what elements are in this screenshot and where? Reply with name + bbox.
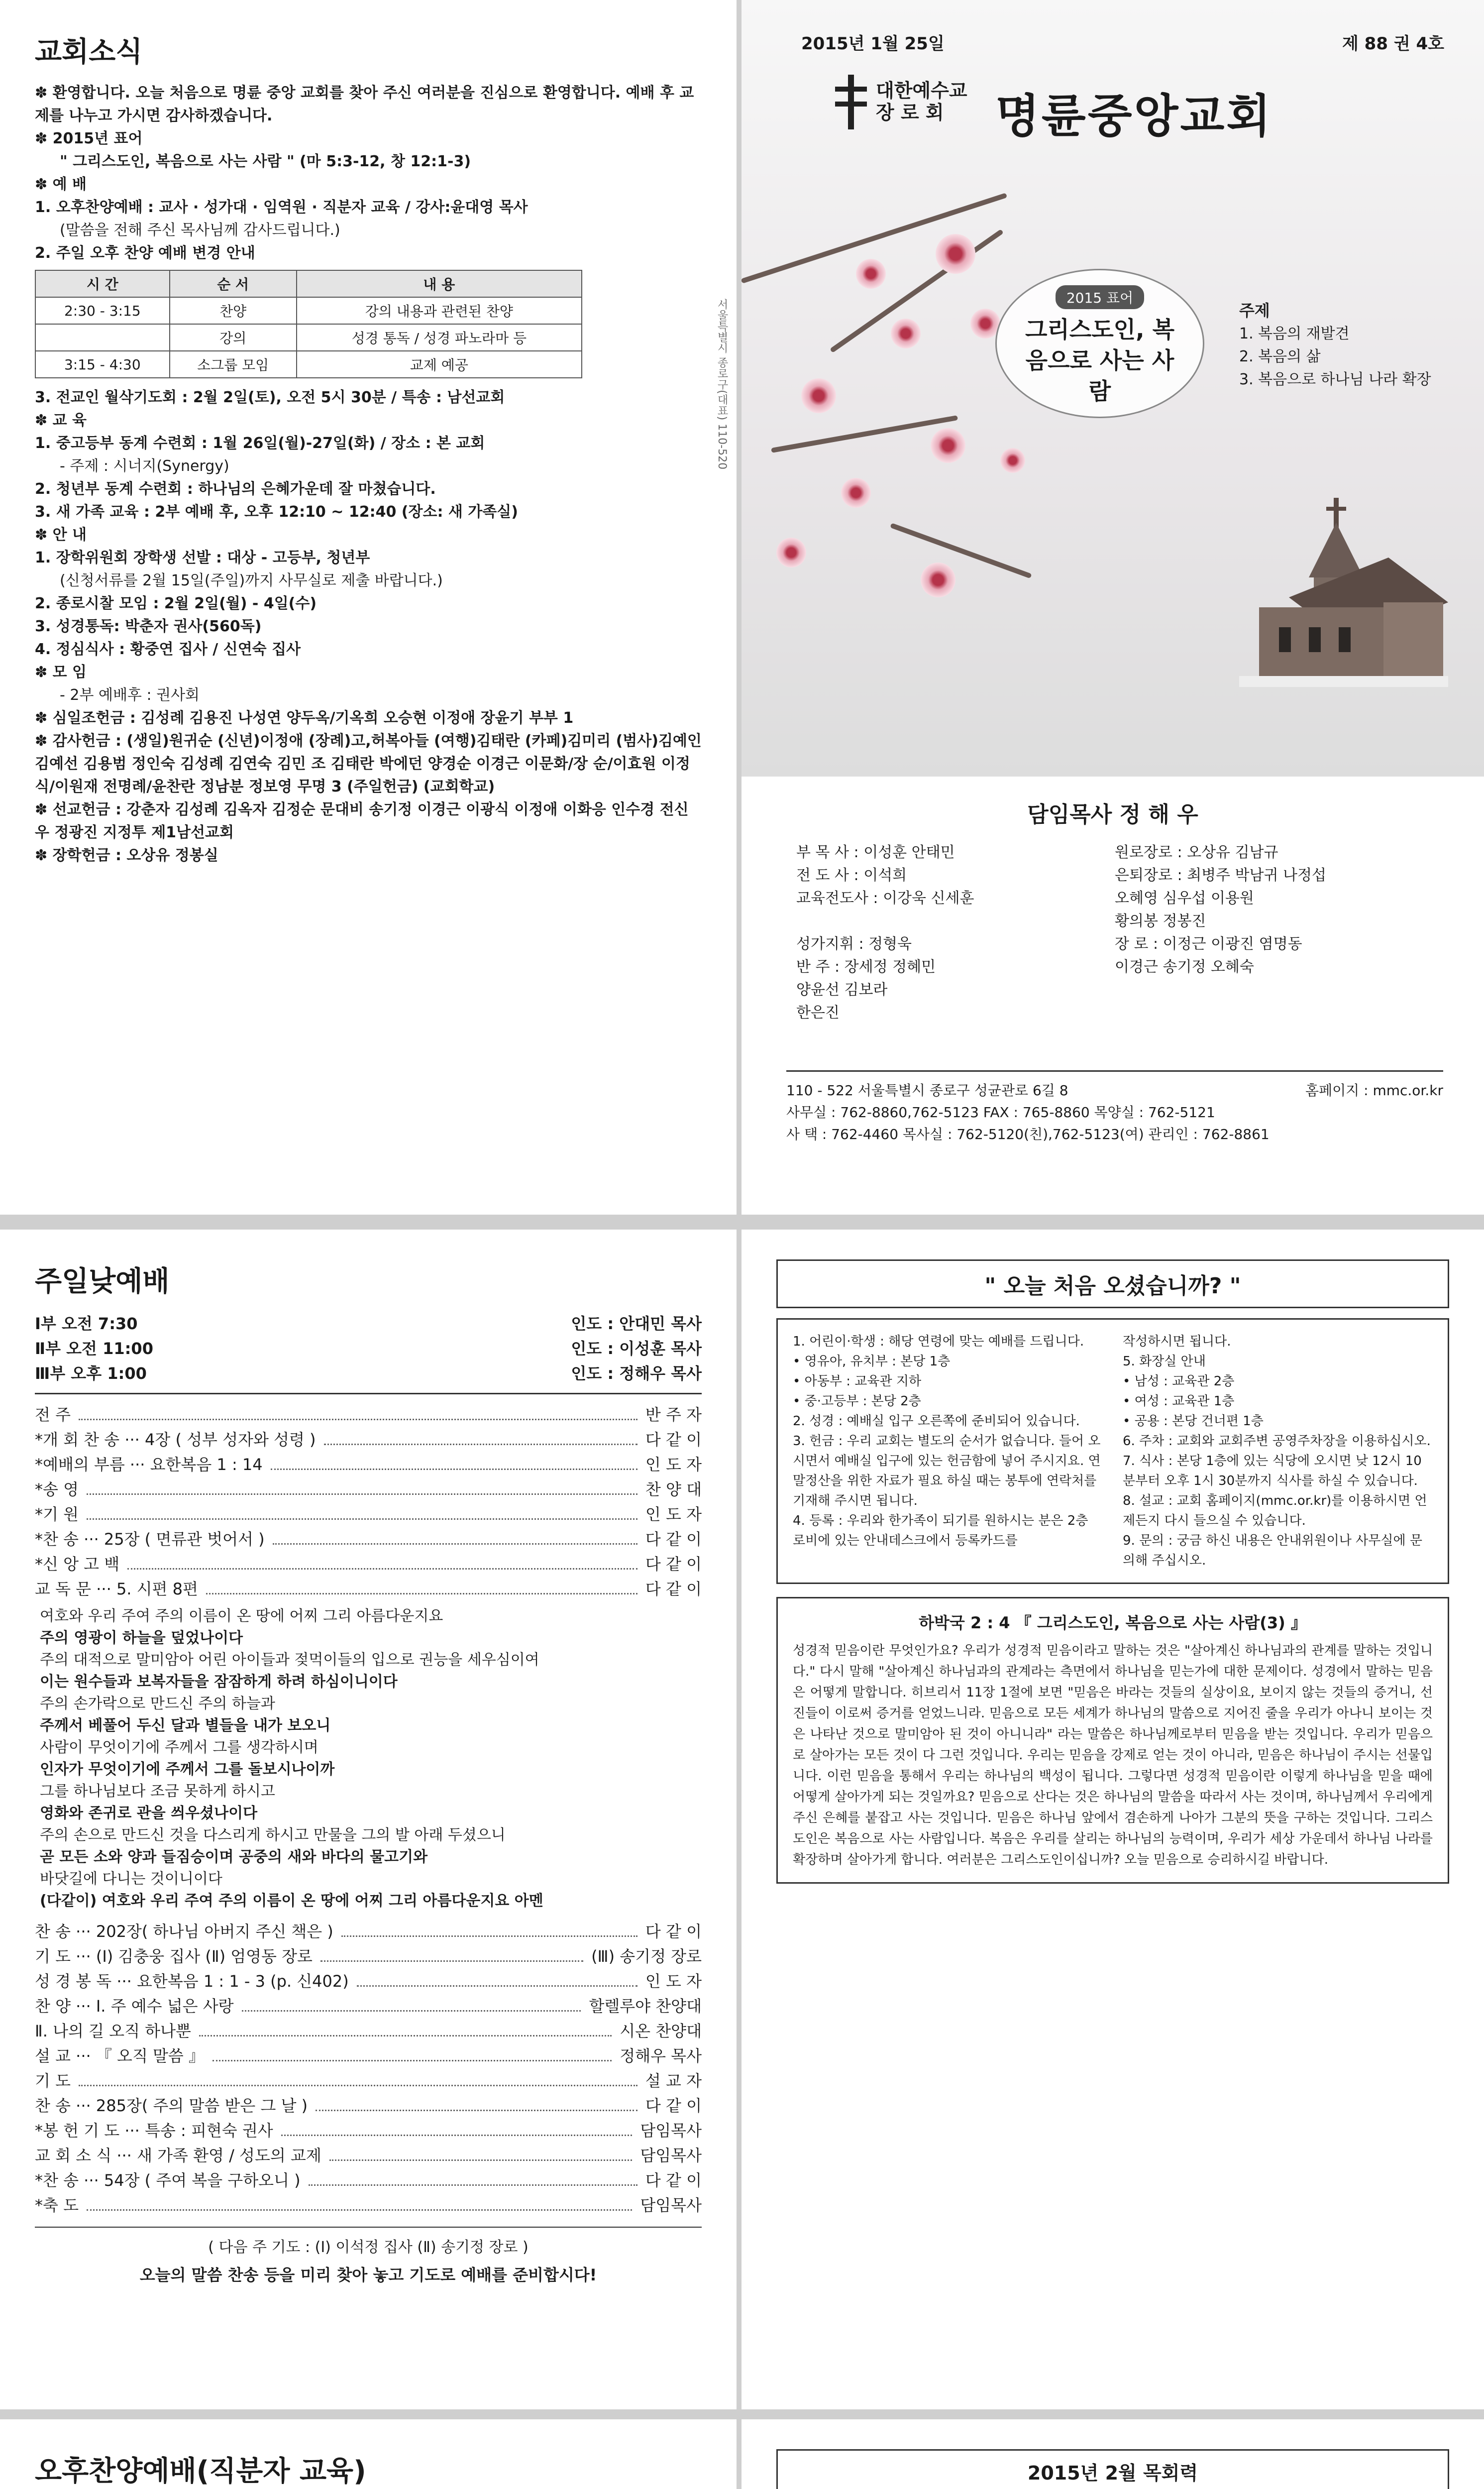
order-row [35, 2118, 702, 2143]
dot-leader [273, 1527, 637, 1545]
cross-icon [831, 75, 871, 129]
order-item: *축 도 [35, 2196, 79, 2215]
table-row [35, 297, 582, 324]
table-header: 순 서 [170, 270, 297, 297]
table-header: 시 간 [35, 270, 170, 297]
order-item: 찬 송 ··· 202장( 하나님 아버지 주신 책은 ) [35, 1922, 333, 1941]
staff-left [796, 910, 1115, 933]
motto-text: 그리스도인, 복음으로 사는 사람 [1025, 316, 1175, 405]
news-items [35, 82, 702, 265]
responsive-line: 바닷길에 다니는 것이니이다 [40, 1870, 222, 1888]
order-row [35, 1552, 702, 1577]
schedule-change-table [35, 270, 582, 378]
issue-date: 2015년 1월 25일 [801, 34, 945, 54]
news-item: 2. 주일 오후 찬양 예배 변경 안내 [35, 244, 255, 262]
dot-leader [212, 2043, 612, 2061]
guide-item: 4. 등록 : 우리와 한가족이 되기를 원하시는 분은 2층 로비에 있는 안내데스크에서 등록카드를 [793, 1513, 1088, 1548]
news-item: ✽ 예 배 [35, 176, 87, 193]
table-cell: 강의 [170, 324, 297, 351]
guide-item: 7. 식사 : 본당 1층에 있는 식당에 오시면 낮 12시 10분부터 오후 1시 30분까지 식사를 하실 수 있습니다. [1123, 1454, 1422, 1488]
service-time: Ⅰ부 오전 7:30 [35, 1314, 138, 1333]
order-person: 인 도 자 [645, 1972, 702, 1991]
dot-leader [199, 2019, 612, 2036]
footer-note: 오늘의 말씀 찬송 등을 미리 찾아 놓고 기도로 예배를 준비합시다! [139, 2265, 597, 2284]
news-item: 2. 청년부 동계 수련회 : 하나님의 은혜가운데 잘 마쳤습니다. [35, 480, 436, 498]
guide-item: 작성하시면 됩니다. [1123, 1334, 1231, 1349]
order-person: 시온 찬양대 [620, 2022, 702, 2040]
order-of-worship [35, 1402, 702, 1601]
dot-leader [79, 2068, 637, 2086]
news-item: 1. 오후찬양예배 : 교사 · 성가대 · 임역원 · 직분자 교육 / 강사:윤대영 목사 [35, 199, 528, 216]
guide-item: • 여성 : 교육관 1층 [1123, 1394, 1235, 1409]
order-person: 정해우 목사 [620, 2046, 702, 2065]
news-item: 2. 종로시찰 모임 : 2월 2일(월) - 4일(수) [35, 595, 317, 612]
staff-left: 전 도 사 : 이석희 [796, 867, 907, 884]
sermon-body: 성경적 믿음이란 무엇인가요? 우리가 성경적 믿음이라고 말하는 것은 "살아계신 하나님과의 관계를 말하는 것입니다." 다시 말해 "살아계신 하나님과의 관계라는 측면에서 하나님을 믿는가에 대한 문제이다. 성경에서 말하는 믿음은 어떻게 말합니다. 히브리서 11장 1절에 보면 "믿음은 바라는 것들의 실상이요, 보이지 않는 것들의 증거니, 선진들이 이로써 증거를 얻었느니라. 믿음으로 모든 세계가 하나님의 말씀으로 지어진 줄을 우리가 아나니 보이는 것은 나타난 것으로 말미암아 된 것이 아니니라" 라는 말씀은 하나님께로부터 믿음을 받는 것입니다. 우리가 믿음으로 살아가는 모든 것이 다 그런 것입니다. 우리는 믿음을 강제로 얻는 것이 아니라, 믿음은 하나님이 주시는 선물입니다. 이런 믿음을 통해서 우리는 하나님의 백성이 됩니다. 그렇다면 성경적 믿음이란 이렇게 하나님을 믿을 때에 어떻게 살아가게 되는 것일까요? 믿음으로 산다는 것은 하나님의 말씀을 따라서 사는 것이며, 하나님께서 우리에게 주신 은혜를 붙잡고 사는 것입니다. 믿음은 하나님 앞에서 겸손하게 나아가 그분의 뜻을 구하는 것입니다. 그리스도인은 복음으로 사는 사람입니다. 복음은 우리를 살리는 하나님의 능력이며, 우리가 세상 가운데서 하나님 나라를 확장하며 살아가게 합니다. 여러분은 그리스도인이십니까? 오늘 믿음으로 승리하시길 바랍니다. [793, 1643, 1433, 1867]
table-cell: 3:15 - 4:30 [35, 351, 170, 378]
church-logo [831, 75, 871, 129]
table-cell: 찬양 [170, 297, 297, 324]
order-person: 인 도 자 [645, 1455, 702, 1474]
staff-left: 반 주 : 장세정 정혜민 [796, 958, 936, 976]
news-item: - 주제 : 시너지(Synergy) [60, 457, 229, 475]
responsive-line: 주의 영광이 하늘을 덮었나이다 [40, 1629, 243, 1647]
dot-leader [320, 1944, 583, 1962]
news-item: 1. 중고등부 동계 수련회 : 1월 26일(월)-27일(화) / 장소 : 본 교회 [35, 435, 485, 452]
news-item: ✽ 모 임 [35, 664, 87, 681]
dot-leader [271, 1452, 637, 1470]
news-item: 3. 전교인 월삭기도회 : 2월 2일(토), 오전 5시 30분 / 특송 : 남선교회 [35, 389, 505, 406]
staff-row [796, 841, 1443, 864]
news-items-2 [35, 386, 702, 867]
welcome-panel [742, 1230, 1484, 2409]
church-illustration [1239, 478, 1448, 687]
staff-row [796, 864, 1443, 887]
staff-right: 원로장로 : 오상유 김남규 [1115, 844, 1278, 861]
order-of-worship-2 [35, 1919, 702, 2218]
responsive-line: 주의 손으로 만드신 것을 다스리게 하시고 만물을 그의 발 아래 두셨으니 [40, 1826, 506, 1844]
order-person: (Ⅲ) 송기정 장로 [591, 1947, 702, 1966]
table-cell [35, 324, 170, 351]
order-person: 다 같 이 [645, 1580, 702, 1598]
table-cell: 교제 예공 [297, 351, 582, 378]
order-item: 기 도 [35, 2071, 71, 2090]
office-phones: 사무실 : 762-8860,762-5123 FAX : 765-8860 목양실 : 762-5121 [786, 1104, 1215, 1121]
responsive-line: 곧 모든 소와 양과 들짐승이며 공중의 새와 바다의 물고기와 [40, 1848, 428, 1866]
staff-row [796, 910, 1443, 933]
sunday-service-panel [0, 1230, 737, 2409]
dot-leader [242, 1994, 581, 2012]
responsive-line: 인자가 무엇이기에 주께서 그를 돌보시나이까 [40, 1761, 335, 1778]
guide-item: • 영유아, 유치부 : 본당 1층 [793, 1354, 951, 1369]
order-row [35, 2068, 702, 2093]
staff-right: 장 로 : 이정근 이광진 염명동 [1115, 935, 1302, 953]
afternoon-title: 오후찬양예배(직분자 교육) [35, 2455, 366, 2488]
order-person: 인 도 자 [645, 1505, 702, 1524]
order-person: 할렐루야 찬양대 [589, 1997, 702, 2016]
service-leader: 인도 : 안대민 목사 [571, 1314, 702, 1333]
news-item: ✽ 교 육 [35, 412, 87, 429]
sermon-box [776, 1597, 1449, 1884]
news-item: (말씀을 전해 주신 목사님께 감사드립니다.) [60, 222, 340, 239]
order-item: 성 경 봉 독 ··· 요한복음 1 : 1 - 3 (p. 신402) [35, 1972, 349, 1991]
order-row [35, 1527, 702, 1552]
order-item: 찬 양 ··· Ⅰ. 주 예수 넓은 사랑 [35, 1997, 234, 2016]
responsive-line: 주의 대적으로 말미암아 어린 아이들과 젖먹이들의 입으로 권능을 세우심이여 [40, 1651, 539, 1669]
staff-left: 성가지휘 : 정형욱 [796, 935, 912, 953]
table-cell: 소그룹 모임 [170, 351, 297, 378]
motto-ellipse [995, 269, 1204, 418]
order-row [35, 1944, 702, 1969]
order-person: 다 같 이 [645, 1430, 702, 1449]
table-cell: 2:30 - 3:15 [35, 297, 170, 324]
guide-item: 3. 헌금 : 우리 교회는 별도의 순서가 없습니다. 들어 오시면서 예배실 입구에 있는 헌금함에 넣어 주시지요. 연말정산을 위한 자료가 필요 하실 때는 봉투에 연락처를 기재해 주시면 됩니다. [793, 1434, 1101, 1508]
order-item: 교 독 문 ··· 5. 시편 8편 [35, 1580, 198, 1598]
dot-leader [281, 2118, 633, 2136]
order-row [35, 1477, 702, 1502]
table-cell: 강의 내용과 관련된 찬양 [297, 297, 582, 324]
order-row [35, 2019, 702, 2043]
dot-leader [329, 2143, 633, 2161]
afternoon-panel [0, 2419, 737, 2489]
service-time: Ⅱ부 오전 11:00 [35, 1339, 153, 1358]
staff-right: 황의봉 정봉진 [1115, 912, 1206, 930]
order-person: 다 같 이 [645, 1922, 702, 1941]
guide-item: 1. 어린이·학생 : 해당 연령에 맞는 예배를 드립니다. [793, 1334, 1084, 1349]
service-time-row [35, 1361, 702, 1386]
order-item: *예배의 부름 ··· 요한복음 1 : 14 [35, 1455, 263, 1474]
responsive-line: 영화와 존귀로 관을 씌우셨나이다 [40, 1805, 258, 1822]
service-time-row [35, 1311, 702, 1336]
guide-item: • 공용 : 본당 건너편 1층 [1123, 1414, 1264, 1429]
news-item: 3. 새 가족 교육 : 2부 예배 후, 오후 12:10 ~ 12:40 (장소: 새 가족실) [35, 503, 518, 521]
responsive-line: (다같이) 여호와 우리 주여 주의 이름이 온 땅에 어찌 그리 아름다운지요 아멘 [40, 1892, 543, 1910]
service-leader: 인도 : 이성훈 목사 [571, 1339, 702, 1358]
motto-year: 2015 표어 [1056, 285, 1144, 309]
order-row [35, 1427, 702, 1452]
news-item: ✽ 2015년 표어 [35, 130, 143, 147]
responsive-line: 여호와 우리 주여 주의 이름이 온 땅에 어찌 그리 아름다운지요 [40, 1607, 443, 1625]
order-person: 담임목사 [640, 2121, 702, 2140]
dot-leader [87, 1502, 637, 1520]
theme-item: 3. 복음으로 하나님 나라 확장 [1239, 371, 1431, 388]
order-item: *기 원 [35, 1505, 79, 1524]
order-person: 반 주 자 [645, 1405, 702, 1424]
dot-leader [127, 1552, 637, 1570]
guide-item: 2. 성경 : 예배실 입구 오른쪽에 준비되어 있습니다. [793, 1414, 1080, 1429]
order-item: *신 앙 고 백 [35, 1555, 120, 1574]
order-row [35, 2168, 702, 2193]
cover-panel [742, 0, 1484, 1215]
news-item: ✽ 장학헌금 : 오상유 정봉실 [35, 847, 218, 864]
homepage[interactable]: 홈페이지 : mmc.or.kr [1305, 1082, 1443, 1099]
table-row [35, 351, 582, 378]
order-row [35, 2043, 702, 2068]
staff-right: 은퇴장로 : 최병주 박남귀 나정섭 [1115, 867, 1326, 884]
theme-item: 2. 복음의 삶 [1239, 348, 1321, 365]
address: 110 - 522 서울특별시 종로구 성균관로 6길 8 [786, 1082, 1068, 1099]
dot-leader [341, 1919, 637, 1937]
welcome-banner: " 오늘 처음 오셨습니까? " [776, 1259, 1449, 1308]
news-title: 교회소식 [35, 36, 143, 68]
order-person: 다 같 이 [645, 1530, 702, 1549]
order-person: 다 같 이 [645, 1555, 702, 1574]
order-row [35, 1577, 702, 1601]
news-item: " 그리스도인, 복음으로 사는 사람 " (마 5:3-12, 창 12:1-3) [60, 153, 471, 170]
guide-item: 8. 설교 : 교회 홈페이지(mmc.or.kr)를 이용하시면 언제든지 다시 들으실 수 있습니다. [1123, 1493, 1427, 1528]
responsive-line: 그를 하나님보다 조금 못하게 하시고 [40, 1783, 275, 1800]
news-item: ✽ 심일조헌금 : 김성례 김용진 나성연 양두옥/기옥희 오승현 이정애 장윤기 부부 1 [35, 709, 574, 727]
staff-right: 오혜영 심우섭 이용원 [1115, 890, 1254, 907]
staff-left: 부 목 사 : 이성훈 안태민 [796, 844, 955, 861]
contact-box [786, 1070, 1443, 1145]
staff-row [796, 979, 1443, 1002]
order-row [35, 1994, 702, 2019]
order-item: 전 주 [35, 1405, 71, 1424]
sermon-title: 하박국 2 : 4 『 그리스도인, 복음으로 사는 사람(3) 』 [919, 1613, 1307, 1632]
calendar-panel [742, 2419, 1484, 2489]
order-person: 찬 양 대 [645, 1480, 702, 1499]
order-row [35, 1919, 702, 1944]
table-row [35, 324, 582, 351]
staff-row [796, 887, 1443, 910]
news-item: (신청서류를 2월 15일(주일)까지 사무실로 제출 바랍니다.) [60, 572, 443, 589]
staff-left: 한은진 [796, 1004, 840, 1021]
news-item: ✽ 환영합니다. 오늘 처음으로 명륜 중앙 교회를 찾아 주신 여러분을 진심으로 환영합니다. 예배 후 교제를 나누고 가시면 감사하겠습니다. [35, 84, 694, 124]
order-row [35, 2093, 702, 2118]
table-header: 내 용 [297, 270, 582, 297]
guide-item: 5. 화장실 안내 [1123, 1354, 1206, 1369]
theme-title: 주제 [1239, 301, 1270, 320]
denomination: 대한예수교 장 로 회 [876, 80, 967, 123]
responsive-line: 주께서 베풀어 두신 달과 별들을 내가 보오니 [40, 1717, 331, 1734]
staff-row [796, 956, 1443, 979]
order-row [35, 1969, 702, 1994]
staff-row [796, 933, 1443, 956]
next-week-prayer: ( 다음 주 기도 : (Ⅰ) 이석정 집사 (Ⅱ) 송기정 장로 ) [35, 2227, 702, 2257]
order-item: 설 교 ··· 『 오직 말씀 』 [35, 2046, 205, 2065]
dot-leader [357, 1969, 637, 1987]
guide-item: • 남성 : 교육관 2층 [1123, 1374, 1235, 1389]
news-item: ✽ 감사헌금 : (생일)원귀순 (신년)이정애 (장례)고,허복아들 (여행)김태란 (카페)김미리 (범사)김예인 김예선 김용범 정인숙 김성례 김연숙 김민 조 김태란 박에던 양경순 이경근 이문화/장 순/이효원 이정식/이원재 전명례/윤찬란 정남분 정보영 무명 3 (주일헌금) (교회학교) [35, 732, 702, 795]
order-person: 담임목사 [640, 2146, 702, 2165]
staff-right: 이경근 송기정 오혜숙 [1115, 958, 1254, 976]
calendar-title: 2015년 2월 목회력 [776, 2449, 1449, 2489]
side-note: 서울특별시 종로구(대표) 110-520 [716, 299, 728, 470]
dot-leader [316, 2093, 637, 2111]
dot-leader [206, 1577, 637, 1594]
order-person: 다 같 이 [645, 2096, 702, 2115]
service-times [35, 1311, 702, 1394]
staff-left: 교육전도사 : 이강욱 신세훈 [796, 890, 974, 907]
table-cell: 성경 통독 / 성경 파노라마 등 [297, 324, 582, 351]
service-time: Ⅲ부 오후 1:00 [35, 1364, 147, 1383]
sunday-service-title: 주일낮예배 [35, 1265, 170, 1298]
responsive-line: 주의 손가락으로 만드신 주의 하늘과 [40, 1695, 275, 1712]
order-item: Ⅱ. 나의 길 오직 하나뿐 [35, 2022, 191, 2040]
theme-item: 1. 복음의 재발견 [1239, 325, 1350, 342]
dot-leader [309, 2168, 637, 2186]
theme-list [1239, 323, 1431, 391]
dot-leader [324, 1427, 637, 1445]
news-item: ✽ 안 내 [35, 526, 87, 544]
welcome-guide-left [793, 1332, 1103, 1571]
news-item: - 2부 예배후 : 권사회 [60, 686, 200, 704]
news-panel [0, 0, 737, 1215]
order-item: 기 도 ··· (Ⅰ) 김충웅 집사 (Ⅱ) 엄영동 장로 [35, 1947, 313, 1966]
dot-leader [87, 1477, 637, 1495]
welcome-guide [776, 1318, 1449, 1584]
order-item: *개 회 찬 송 ··· 4장 ( 성부 성자와 성령 ) [35, 1430, 316, 1449]
order-item: 교 회 소 식 ··· 새 가족 환영 / 성도의 교제 [35, 2146, 321, 2165]
order-item: 찬 송 ··· 285장( 주의 말씀 받은 그 날 ) [35, 2096, 308, 2115]
service-leader: 인도 : 정해우 목사 [571, 1364, 702, 1383]
church-name: 명륜중앙교회 [995, 90, 1273, 143]
service-time-row [35, 1336, 702, 1361]
news-item: 4. 정심식사 : 황중연 집사 / 신연숙 집사 [35, 641, 301, 658]
guide-item: 6. 주차 : 교회와 교회주변 공영주차장을 이용하십시오. [1123, 1434, 1431, 1449]
order-item: *찬 송 ··· 25장 ( 면류관 벗어서 ) [35, 1530, 265, 1549]
order-item: *찬 송 ··· 54장 ( 주여 복을 구하오니 ) [35, 2171, 301, 2190]
order-person: 설 교 자 [645, 2071, 702, 2090]
order-item: *송 영 [35, 1480, 79, 1499]
order-person: 다 같 이 [645, 2171, 702, 2190]
order-row [35, 1502, 702, 1527]
responsive-reading [35, 1605, 702, 1912]
responsive-line: 사람이 무엇이기에 주께서 그를 생각하시며 [40, 1739, 318, 1756]
guide-item: • 아동부 : 교육관 지하 [793, 1374, 922, 1389]
welcome-guide-right [1123, 1332, 1433, 1571]
order-row [35, 1402, 702, 1427]
staff-row [796, 1002, 1443, 1024]
dot-leader [79, 1402, 637, 1420]
order-row [35, 2143, 702, 2168]
order-row [35, 2193, 702, 2218]
guide-item: 9. 문의 : 궁금 하신 내용은 안내위원이나 사무실에 문의해 주십시오. [1123, 1533, 1423, 1568]
staff-list [796, 841, 1443, 1024]
pastor: 담임목사 정 해 우 [1027, 802, 1198, 827]
news-item: 1. 장학위원회 장학생 선발 : 대상 - 고등부, 청년부 [35, 549, 370, 566]
order-item: *봉 헌 기 도 ··· 특송 : 피현숙 권사 [35, 2121, 273, 2140]
responsive-line: 이는 원수들과 보복자들을 잠잠하게 하려 하심이니이다 [40, 1673, 398, 1691]
news-item: 3. 성경통독: 박춘자 권사(560독) [35, 618, 262, 635]
theme-box [1239, 299, 1431, 391]
issue-number: 제 88 권 4호 [1342, 34, 1444, 54]
residence-phones: 사 택 : 762-4460 목사실 : 762-5120(친),762-5123(여) 관리인 : 762-8861 [786, 1126, 1270, 1142]
order-row [35, 1452, 702, 1477]
order-person: 담임목사 [640, 2196, 702, 2215]
guide-item: • 중·고등부 : 본당 2층 [793, 1394, 921, 1409]
staff-left: 양윤선 김보라 [796, 981, 888, 999]
dot-leader [87, 2193, 632, 2211]
news-item: ✽ 선교헌금 : 강춘자 김성례 김옥자 김정순 문대비 송기정 이경근 이광식 이정애 이화응 인수경 전신우 정광진 지정투 제1남선교회 [35, 801, 689, 841]
